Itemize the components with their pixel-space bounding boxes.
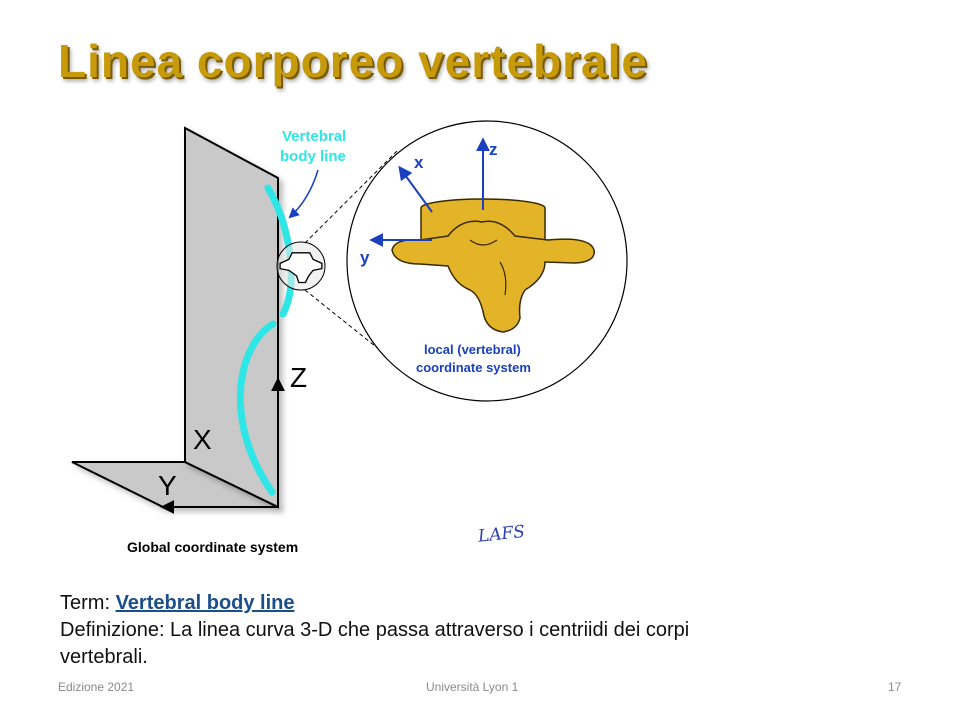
definition-line-2: vertebrali. bbox=[60, 646, 148, 668]
vertebral-body-line-label-1: Vertebral bbox=[282, 128, 347, 145]
local-y-label: y bbox=[360, 248, 370, 267]
footer-university: Università Lyon 1 bbox=[426, 680, 519, 694]
label-pointer-arrow bbox=[290, 170, 318, 217]
global-caption: Global coordinate system bbox=[127, 539, 299, 555]
page-number: 17 bbox=[888, 680, 902, 694]
term-link[interactable]: Vertebral body line bbox=[115, 592, 295, 614]
local-caption-2: coordinate system bbox=[416, 360, 531, 375]
term-line bbox=[60, 590, 860, 617]
vertebral-body-line-label-2: body line bbox=[280, 148, 346, 165]
local-z-label: z bbox=[489, 140, 498, 159]
definition-line-1: Definizione: La linea curva 3-D che passa attraverso i centriidi dei corpi bbox=[60, 619, 690, 641]
local-x-label: x bbox=[414, 153, 424, 172]
global-z-label: Z bbox=[290, 362, 308, 393]
slide-title: Linea corporeo vertebrale bbox=[58, 35, 648, 87]
signature-mark: LAFS bbox=[477, 521, 526, 547]
footer-edition: Edizione 2021 bbox=[58, 680, 135, 694]
caption-block bbox=[60, 590, 860, 671]
global-x-label: X bbox=[193, 424, 212, 455]
term-prefix: Term: bbox=[60, 592, 116, 614]
global-y-label: Y bbox=[158, 470, 177, 501]
local-caption-1: local (vertebral) bbox=[424, 342, 521, 357]
